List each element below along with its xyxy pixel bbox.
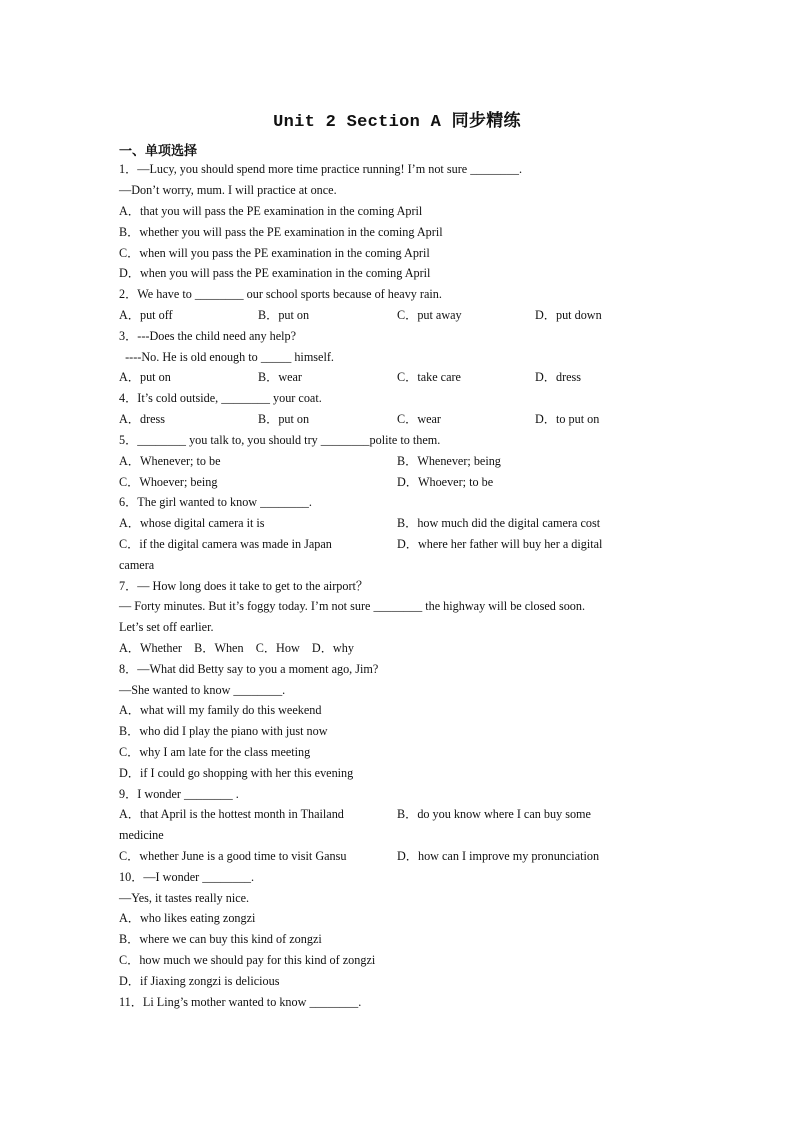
question-1-option-c: C．when will you pass the PE examination in the coming April <box>119 246 430 260</box>
question-1-option-d: D．when you will pass the PE examination in the coming April <box>119 266 431 280</box>
question-3-option-b: B．wear <box>258 370 302 384</box>
question-4-stem: 4．It’s cold outside, ________ your coat. <box>119 391 322 405</box>
question-9-option-b-wrap: medicine <box>119 828 164 842</box>
question-3-stem: 3．---Does the child need any help? <box>119 329 296 343</box>
question-10-stem: 10．—I wonder ________. <box>119 870 255 884</box>
question-10-option-d: D．if Jiaxing zongzi is delicious <box>119 974 280 988</box>
question-6-options-ab <box>119 513 679 533</box>
question-4-option-d: D．to put on <box>535 412 600 426</box>
question-1-option-b: B．whether you will pass the PE examination in the coming April <box>119 225 443 239</box>
question-6-option-a: A．whose digital camera it is <box>119 516 265 530</box>
question-2-option-d: D．put down <box>535 308 602 322</box>
question-5-stem: 5．________ you talk to, you should try ________polite to them. <box>119 433 441 447</box>
question-6-option-b: B．how much did the digital camera cost <box>397 516 601 530</box>
question-5-option-d: D．Whoever; to be <box>397 475 494 489</box>
question-6-stem: 6．The girl wanted to know ________. <box>119 495 312 509</box>
question-10-option-a: A．who likes eating zongzi <box>119 911 256 925</box>
question-6-option-c: C．if the digital camera was made in Japan <box>119 537 332 551</box>
question-9-stem: 9．I wonder ________ . <box>119 787 239 801</box>
question-6-options-cd <box>119 534 679 554</box>
question-8-option-a: A．what will my family do this weekend <box>119 703 322 717</box>
question-3-options <box>119 367 679 387</box>
question-7-reply-cont: Let’s set off earlier. <box>119 620 214 634</box>
question-2-stem: 2．We have to ________ our school sports because of heavy rain. <box>119 287 442 301</box>
question-8-reply: —She wanted to know ________. <box>119 683 286 697</box>
question-3-reply: ----No. He is old enough to _____ himself. <box>119 350 334 364</box>
question-6-option-d-wrap: camera <box>119 558 155 572</box>
question-8-stem: 8．—What did Betty say to you a moment ago, Jim? <box>119 662 379 676</box>
question-10-option-c: C．how much we should pay for this kind of zongzi <box>119 953 376 967</box>
question-9-option-c: C．whether June is a good time to visit Gansu <box>119 849 347 863</box>
question-4-option-a: A．dress <box>119 412 166 426</box>
question-1-stem: 1．—Lucy, you should spend more time practice running! I’m not sure ________. <box>119 162 523 176</box>
question-4-options <box>119 409 679 429</box>
question-1-reply: —Don’t worry, mum. I will practice at once. <box>119 183 337 197</box>
question-9-option-a: A．that April is the hottest month in Thailand <box>119 807 344 821</box>
question-8-option-c: C．why I am late for the class meeting <box>119 745 311 759</box>
question-8-option-b: B．who did I play the piano with just now <box>119 724 328 738</box>
question-1-option-a: A．that you will pass the PE examination in the coming April <box>119 204 423 218</box>
section-heading: 一、单项选择 <box>119 144 198 159</box>
question-11-stem: 11．Li Ling’s mother wanted to know ________. <box>119 995 362 1009</box>
question-4-option-b: B．put on <box>258 412 310 426</box>
question-2-option-b: B．put on <box>258 308 310 322</box>
question-10-reply: —Yes, it tastes really nice. <box>119 891 250 905</box>
question-2-options <box>119 305 679 325</box>
question-6-option-d: D．where her father will buy her a digital <box>397 537 603 551</box>
question-5-option-c: C．Whoever; being <box>119 475 218 489</box>
question-3-option-a: A．put on <box>119 370 171 384</box>
question-3-option-d: D．dress <box>535 370 582 384</box>
question-7-stem: 7．— How long does it take to get to the airport？ <box>119 579 369 593</box>
question-5-option-b: B．Whenever; being <box>397 454 501 468</box>
question-5-options-cd <box>119 472 679 492</box>
question-9-option-b: B．do you know where I can buy some <box>397 807 591 821</box>
question-8-option-d: D．if I could go shopping with her this evening <box>119 766 354 780</box>
question-9-option-d: D．how can I improve my pronunciation <box>397 849 600 863</box>
page-title: Unit 2 Section A 同步精练 <box>273 113 521 132</box>
question-10-option-b: B．where we can buy this kind of zongzi <box>119 932 322 946</box>
question-7-reply: — Forty minutes. But it’s foggy today. I’m not sure ________ the highway will be closed soon. <box>119 599 586 613</box>
question-9-options-cd <box>119 846 679 866</box>
question-2-option-c: C．put away <box>397 308 462 322</box>
question-4-option-c: C．wear <box>397 412 441 426</box>
question-7-options: A．Whether B．When C．How D．why <box>119 641 354 655</box>
question-9-options-ab <box>119 804 679 824</box>
question-5-option-a: A．Whenever; to be <box>119 454 221 468</box>
question-3-option-c: C．take care <box>397 370 461 384</box>
question-5-options-ab <box>119 451 679 471</box>
question-2-option-a: A．put off <box>119 308 173 322</box>
